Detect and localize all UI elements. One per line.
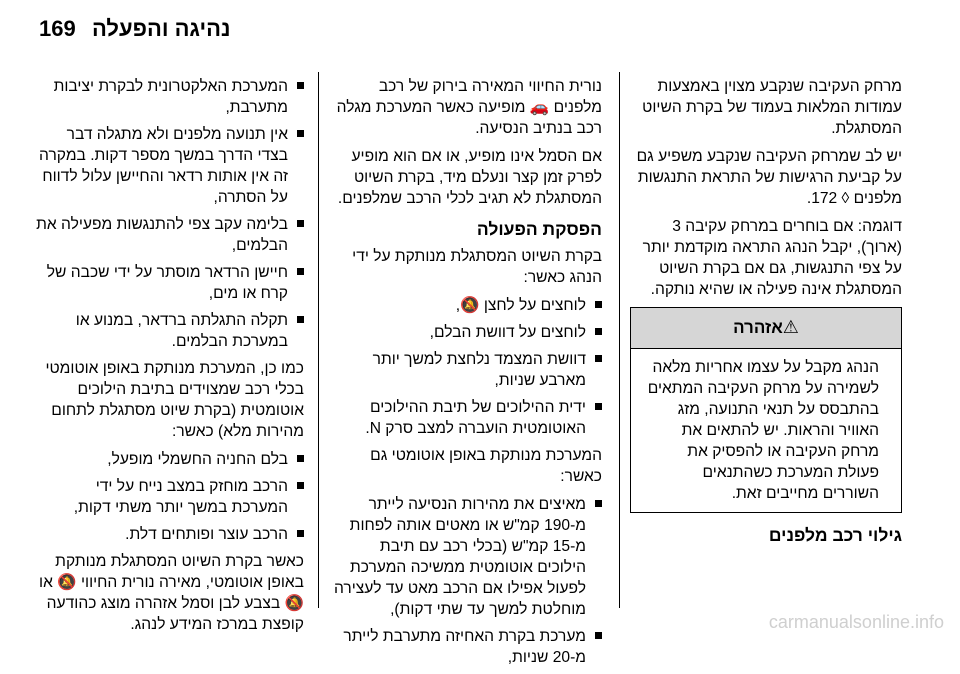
list-item: מאיצים את מהירות הנסיעה לייתר מ-190 קמ"ש או מאטים אותה לפחות מ-15 קמ"ש (בכלי רכב עם תיבת הילוכים אוטומטית ממשיכה המערכת לפעול אפילו אם הרכב מאט עד לעצירה מוחלטת למשך עד שתי דקות), [328,494,602,620]
list-item: הרכב עוצר ופותחים דלת. [36,524,304,545]
bullet-icon [595,355,602,362]
bullet-icon [297,455,304,462]
bullet-icon [595,632,602,639]
paragraph: המערכת מנותקת באופן אוטומטי גם כאשר: [370,447,602,485]
list-item: לוחצים על לחצן 🔕, [328,295,602,316]
warning-box [630,307,902,513]
column-divider [318,72,319,608]
list-item: המערכת האלקטרונית לבקרת יציבות מתערבת, [36,76,304,118]
paragraph: מרחק העקיבה שנקבע מצוין באמצעות עמודות המלאות בעמוד של בקרת השיוט המסתגלת. [642,78,902,137]
bullet-icon [595,301,602,308]
list-item: מערכת בקרת האחיזה מתערבת לייתר מ-20 שניות, [328,626,602,668]
warning-header [631,308,901,349]
bullet-icon [297,530,304,537]
list-item: תקלה התגלתה ברדאר, במנוע או במערכת הבלמים. [36,310,304,352]
bullet-icon [297,82,304,89]
list-item: הרכב מוחזק במצב נייח על ידי המערכת במשך יותר משתי דקות, [36,476,304,518]
page-header [0,0,960,56]
page-number: 169 [39,16,76,41]
bullet-icon [595,328,602,335]
bullet-icon [297,130,304,137]
paragraph: אם הסמל אינו מופיע, או אם הוא מופיע לפרק זמן קצר ונעלם מיד, בקרת השיוט המסתגלת לא תגיב לכלי הרכב שמלפנים. [337,148,602,207]
list-item: בלם החניה החשמלי מופעל, [36,449,304,470]
paragraph: דוגמה: אם בוחרים במרחק עקיבה 3 (ארוך), יקבל הנהג התראה מוקדמת יותר על צפי התנגשות, גם אם בקרת השיוט המסתגלת אינה פעילה או שהיא נותקה. [642,218,902,298]
paragraph: בקרת השיוט המסתגלת מנותקת על ידי הנהג כאשר: [352,248,602,286]
warning-triangle-icon: ⚠ [782,317,799,337]
bullet-icon [595,403,602,410]
warning-title: אזהרה [733,318,783,337]
list-item: לוחצים על דוושת הבלם, [328,322,602,343]
paragraph: יש לב שמרחק העקיבה שנקבע משפיע גם על קביעת הרגישות של התראת התנגשות מלפנים ◊ 172. [636,148,902,207]
bullet-icon [595,500,602,507]
watermark: carmanualsonline.info [768,612,944,632]
section-title: נהיגה והפעלה [92,16,231,41]
paragraph: כמו כן, המערכת מנותקת באופן אוטומטי בכלי רכב שמצוידים בתיבת הילוכים אוטומטית (בקרת שיוט מסתגלת לתחום מהירות מלא) כאשר: [45,360,304,440]
bullet-icon [297,482,304,489]
column-divider [619,72,620,608]
section-heading: גילוי רכב מלפנים [768,525,902,545]
list-item: ידית ההילוכים של תיבת ההילוכים האוטומטית הועברה למצב סרק N. [328,397,602,439]
bullet-icon [297,220,304,227]
right-column [630,76,902,552]
left-column [36,76,304,642]
list-item: חיישן הרדאר מוסתר על ידי שכבה של קרח או מים, [36,262,304,304]
paragraph: נורית החיווי המאירה בירוק של רכב מלפנים 🚗 מופיעה כאשר המערכת מגלה רכב בנתיב הנסיעה. [336,78,602,137]
list-item: בלימה עקב צפי להתנגשות מפעילה את הבלמים, [36,214,304,256]
list-item: אין תנועה מלפנים ולא מתגלה דבר בצדי הדרך במשך מספר דקות. במקרה זה אין אותות רדאר והחיישן עלול לדווח על הסתרה, [36,124,304,208]
list-item: דוושת המצמד נלחצת למשך יותר מארבע שניות, [328,349,602,391]
bullet-icon [297,268,304,275]
paragraph: כאשר בקרת השיוט המסתגלת מנותקת באופן אוטומטי, מאירה נורית החיווי 🔕 או 🔕 בצבע לבן וסמל אזהרה מוצג כהודעה קופצת במרכז המידע לנהג. [39,553,304,633]
warning-body: הנהג מקבל על עצמו אחריות מלאה לשמירה על מרחק העקיבה המתאים בהתבסס על תנאי התנועה, מזג האוויר והראות. יש להתאים את מרחק העקיבה או להפסיק את פעולת המערכת כשהתנאים השוררים מחייבים זאת. [647,359,879,502]
section-heading: הפסקת הפעולה [476,219,602,239]
bullet-icon [297,316,304,323]
middle-column [328,76,602,674]
